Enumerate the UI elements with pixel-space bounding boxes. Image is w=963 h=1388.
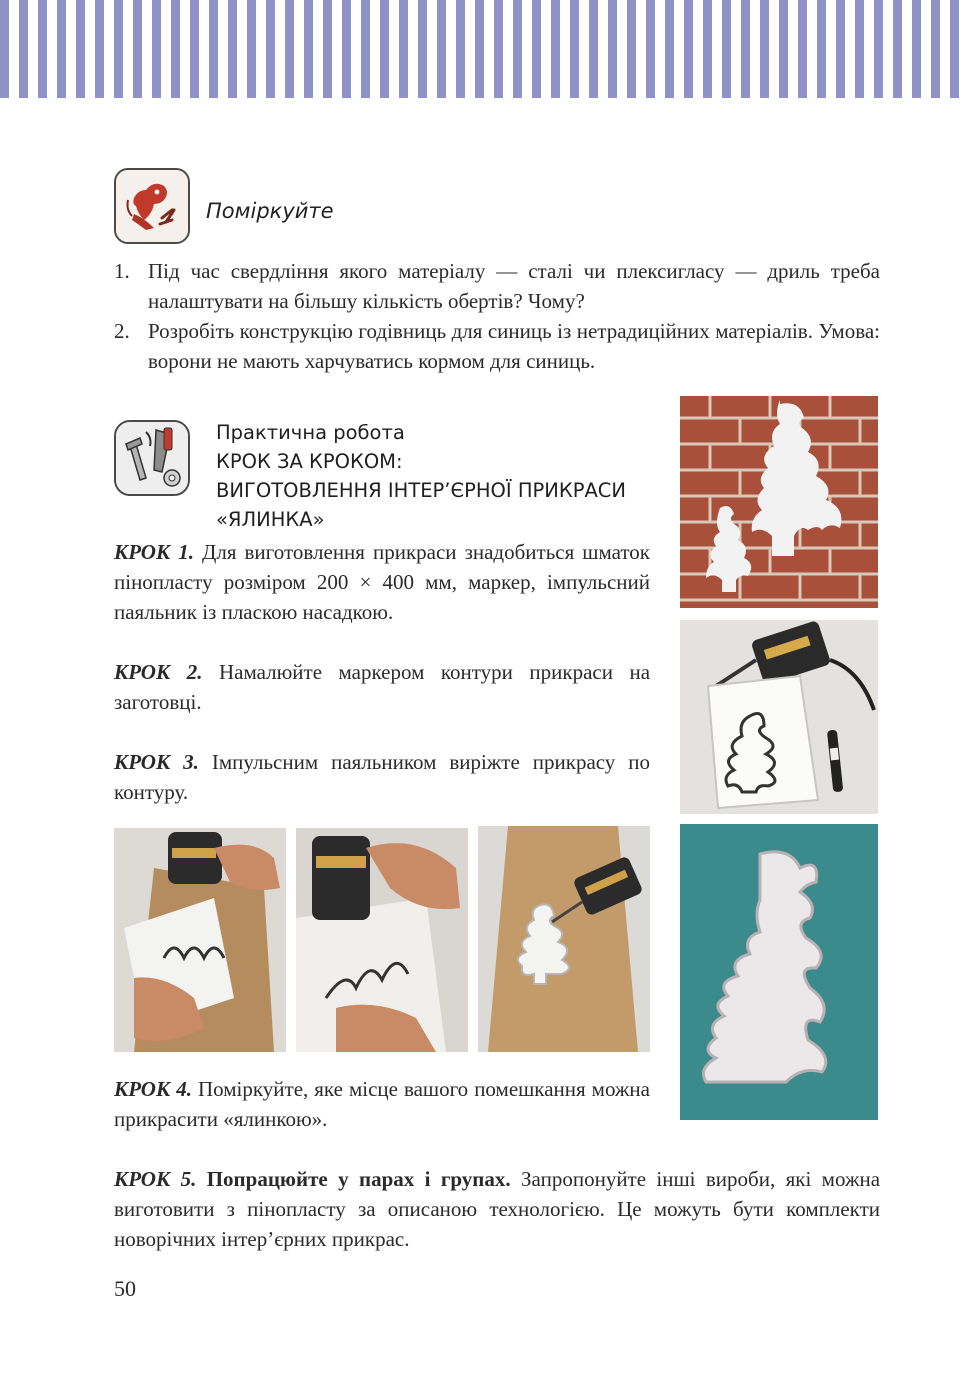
step-text: Імпульсним паяльником виріжте прикрасу по контуру. (114, 750, 651, 804)
practical-title-line: ВИГОТОВЛЕННЯ ІНТЕР’ЄРНОЇ ПРИКРАСИ (216, 479, 626, 502)
question-number: 1. (114, 259, 130, 283)
step-3 (114, 747, 650, 807)
step-label: КРОК 4. (114, 1077, 192, 1101)
step-5 (114, 1164, 880, 1254)
step-text: Поміркуйте, яке місце вашого помешкання можна прикрасити «ялинкою». (114, 1077, 650, 1131)
photo-cutting-step-b (296, 828, 468, 1052)
photo-trees-on-brick-wall (680, 396, 878, 608)
step-label: КРОК 2. (114, 660, 203, 684)
practical-title-line: КРОК ЗА КРОКОМ: (216, 450, 403, 473)
photo-finished-foam-tree (680, 824, 878, 1120)
practical-title-line: «ЯЛИНКА» (216, 508, 325, 531)
step-label: КРОК 5. (114, 1167, 197, 1191)
step-label: КРОК 1. (114, 540, 194, 564)
step-4 (114, 1074, 650, 1134)
tools-icon (114, 420, 190, 496)
step-1 (114, 537, 650, 627)
practical-title (216, 418, 666, 534)
list-item (114, 316, 880, 376)
list-item (114, 256, 880, 316)
thinking-figure-icon (114, 168, 190, 244)
questions-list (114, 256, 880, 376)
step-bold-text: Попрацюйте у парах і групах. (196, 1167, 511, 1191)
photo-cutting-step-a (114, 828, 286, 1052)
question-text: Розробіть конструкцію годівниць для синиць із нетрадиційних матеріалів. Умова: ворони не мають харчуватись кормом для синиць. (148, 319, 880, 373)
step-text: Для виготовлення прикраси знадобиться шматок пінопласту розміром 200 × 400 мм, маркер, імпульсний паяльник із пласкою насадкою. (114, 540, 650, 624)
step-label: КРОК 3. (114, 750, 199, 774)
photo-marked-foam-sheet (680, 620, 878, 814)
practical-title-line: Практична робота (216, 421, 405, 444)
header-stripes (0, 0, 963, 98)
question-number: 2. (114, 319, 130, 343)
step-text: Запропонуйте інші вироби, які можна виготовити з пінопласту за описаною технологією. Це можуть бути комплекти новорічних інтер’єрних прикрас. (114, 1167, 881, 1251)
step-2 (114, 657, 650, 717)
question-text: Під час свердління якого матеріалу — сталі чи плексигласу — дриль треба налаштувати на більшу кількість обертів? Чому? (148, 259, 880, 313)
page-number: 50 (114, 1276, 136, 1301)
think-label: Поміркуйте (206, 199, 334, 223)
photo-cutting-step-c (478, 826, 650, 1052)
step-text: Намалюйте маркером контури прикраси на заготовці. (114, 660, 651, 714)
